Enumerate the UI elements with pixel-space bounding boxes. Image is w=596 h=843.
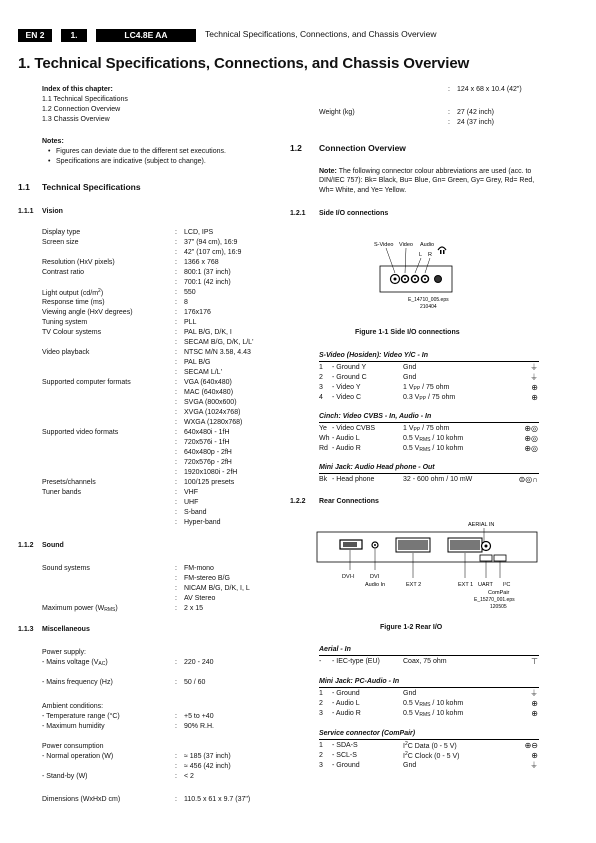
spec-colon: : xyxy=(175,329,177,336)
spec-value: VHF xyxy=(184,489,198,496)
subsection-title: Side I/O connections xyxy=(319,210,389,217)
spec-value: 550 xyxy=(184,289,196,296)
divider xyxy=(319,655,539,656)
page-language-badge: EN 2 xyxy=(18,29,52,42)
spec-value: 640x480p - 2fH xyxy=(184,449,232,456)
spec-colon: : xyxy=(175,679,177,686)
spec-label xyxy=(42,329,101,337)
spec-label-text: Viewing angle (HxV degrees) xyxy=(42,309,133,316)
spec-label-text: Screen size xyxy=(42,239,79,246)
spec-label: - Maximum humidity xyxy=(42,723,105,730)
spec-colon: : xyxy=(175,339,177,346)
pin-name: - SDA-S xyxy=(332,742,358,749)
pin-name: - Head phone xyxy=(332,476,375,483)
note-item: • Figures can deviate due to the different set executions. xyxy=(56,148,226,156)
pin-value-sup: 2 xyxy=(404,741,408,747)
spec-value: 220 - 240 xyxy=(184,659,214,666)
spec-colon: : xyxy=(175,585,177,592)
pin-value-sub: PP xyxy=(413,427,421,433)
pin-number: 1 xyxy=(319,364,323,371)
pin-value-text: / 75 ohm xyxy=(426,394,456,401)
spec-label xyxy=(42,319,87,327)
spec-value: NTSC M/N 3.58, 4.43 xyxy=(184,349,251,356)
subsection-number: 1.1.1 xyxy=(18,208,34,215)
spec-value: UHF xyxy=(184,499,199,506)
spec-value: 50 / 60 xyxy=(184,679,206,686)
spec-colon: : xyxy=(175,479,177,486)
section-number: 1.1 xyxy=(18,182,30,192)
pin-value-sub: RMS xyxy=(419,447,431,453)
pin-value xyxy=(403,384,449,393)
divider xyxy=(319,422,539,423)
spec-value: 700:1 (42 inch) xyxy=(184,279,231,286)
pin-number: 3 xyxy=(319,710,323,717)
pin-name: - Audio R xyxy=(332,445,361,452)
connector-heading: Aerial - In xyxy=(319,646,351,653)
spec-colon: : xyxy=(175,796,177,803)
spec-value: 124 x 68 x 10.4 (42") xyxy=(457,86,522,93)
spec-value: AV Stereo xyxy=(184,595,216,602)
fig-label-i2c: I²C xyxy=(503,582,511,588)
spec-colon: : xyxy=(175,429,177,436)
spec-colon: : xyxy=(175,449,177,456)
spec-label-text: TV Colour systems xyxy=(42,329,102,336)
pin-number: 3 xyxy=(319,762,323,769)
spec-value: NICAM B/G, D/K, I, L xyxy=(184,585,250,592)
spec-label xyxy=(42,309,133,317)
pin-value-text: Gnd xyxy=(403,364,417,371)
pin-number: 2 xyxy=(319,374,323,381)
fig-label-video: Video xyxy=(399,242,413,248)
connector-heading: Mini Jack: PC-Audio - In xyxy=(319,678,400,685)
spec-colon: : xyxy=(175,773,177,780)
pin-value-text: I xyxy=(403,753,405,760)
pin-number: 1 xyxy=(319,690,323,697)
ground-icon: ⏚ xyxy=(530,363,538,372)
spec-value: 720x576p - 2fH xyxy=(184,459,232,466)
connector-heading: S-Video (Hosiden): Video Y/C - In xyxy=(319,352,429,359)
spec-label: - Normal operation (W) xyxy=(42,753,114,760)
fig-label-l: L xyxy=(419,252,423,258)
pin-value-text: / 10 kohm xyxy=(430,435,464,442)
spec-label xyxy=(42,259,115,267)
spec-label xyxy=(42,349,89,357)
spec-label: Weight (kg) xyxy=(319,109,355,116)
pin-name: - IEC-type (EU) xyxy=(332,658,380,665)
spec-label xyxy=(42,479,96,487)
pin-value-sub: RMS xyxy=(419,437,431,443)
spec-colon: : xyxy=(175,753,177,760)
spec-colon: : xyxy=(175,509,177,516)
spec-colon: : xyxy=(175,389,177,396)
spec-value: PLL xyxy=(184,319,197,326)
spec-colon: : xyxy=(175,299,177,306)
pin-name: - Video CVBS xyxy=(332,425,376,432)
spec-colon: : xyxy=(175,419,177,426)
spec-colon: : xyxy=(175,519,177,526)
spec-label: - Mains frequency (Hz) xyxy=(42,679,113,686)
index-heading: Index of this chapter: xyxy=(42,86,113,93)
fig-label-uart: UART xyxy=(478,582,493,588)
spec-label-text: Supported video formats xyxy=(42,429,119,436)
spec-value: SECAM L/L' xyxy=(184,369,222,376)
pin-value-text: / 10 kohm xyxy=(430,700,464,707)
spec-colon: : xyxy=(175,249,177,256)
spec-label-sub: RMS xyxy=(104,607,116,613)
spec-colon: : xyxy=(175,379,177,386)
pin-name: - Audio L xyxy=(332,435,360,442)
spec-label: Power supply: xyxy=(42,649,86,656)
pin-number: Bk xyxy=(319,476,328,483)
ground-icon: ⏚ xyxy=(530,761,538,770)
divider xyxy=(319,361,539,362)
pin-value-text: C Clock (0 - 5 V) xyxy=(407,753,460,760)
spec-colon: : xyxy=(175,409,177,416)
subsection-title: Rear Connections xyxy=(319,498,379,505)
input-icon: ⊕ xyxy=(531,751,538,760)
spec-label-text: Display type xyxy=(42,229,81,236)
spec-label-sup: 2 xyxy=(98,288,101,294)
section-title: Connection Overview xyxy=(319,143,406,153)
fig-label-ext1: EXT 1 xyxy=(458,582,474,588)
spec-colon: : xyxy=(175,459,177,466)
figure-caption: Figure 1-1 Side I/O connections xyxy=(355,329,460,336)
spec-label-text: Maximum power (W xyxy=(42,605,105,612)
spec-colon: : xyxy=(175,489,177,496)
spec-label-text: Response time (ms) xyxy=(42,299,105,306)
spec-label xyxy=(42,565,90,573)
pin-value xyxy=(403,742,457,751)
aerial-icon: ⊤ xyxy=(531,657,538,666)
pin-name: - Ground C xyxy=(332,374,367,381)
spec-label xyxy=(42,299,105,307)
pin-name: - Ground xyxy=(332,762,360,769)
pin-number: Rd xyxy=(319,445,328,452)
section-number: 1.2 xyxy=(290,143,302,153)
pin-value-text: Gnd xyxy=(403,762,417,769)
pin-name: - Audio R xyxy=(332,710,361,717)
spec-colon: : xyxy=(448,86,450,93)
pin-number: Ye xyxy=(319,425,327,432)
headphone-output-icon: ⊜◎∩ xyxy=(518,475,538,484)
subsection-title: Miscellaneous xyxy=(42,626,90,633)
pin-number: Wh xyxy=(319,435,330,442)
divider xyxy=(319,687,539,688)
spec-label-text: Tuner bands xyxy=(42,489,82,496)
spec-value: 24 (37 inch) xyxy=(457,119,494,126)
pin-number: - xyxy=(319,658,322,665)
spec-label: - Mains voltage $(V_{AC})$ xyxy=(42,659,108,667)
pin-value xyxy=(403,476,472,484)
pin-value-text: I xyxy=(403,743,405,750)
spec-value: ≈ 185 (37 inch) xyxy=(184,753,231,760)
subsection-number: 1.2.2 xyxy=(290,498,306,505)
spec-label xyxy=(42,489,81,497)
pin-name: - Video C xyxy=(332,394,362,401)
spec-value: 42" (107 cm), 16:9 xyxy=(184,249,242,256)
spec-label: Dimensions (WxHxD cm) xyxy=(42,796,121,803)
spec-value: ≈ 456 (42 inch) xyxy=(184,763,231,770)
pin-value-text: 0.5 V xyxy=(403,700,420,707)
spec-value: 640x480i - 1fH xyxy=(184,429,230,436)
input-icon: ⊕ xyxy=(531,393,538,402)
spec-colon: : xyxy=(175,763,177,770)
spec-colon: : xyxy=(175,359,177,366)
spec-value: 37" (94 cm), 16:9 xyxy=(184,239,238,246)
pin-value-text: 0.5 V xyxy=(403,445,420,452)
note-item: • Specifications are indicative (subject to change). xyxy=(56,158,206,166)
spec-label xyxy=(42,429,118,437)
pin-name: - Video Y xyxy=(332,384,361,391)
pin-value-text: / 75 ohm xyxy=(420,425,450,432)
spec-value: PAL B/G, D/K, I xyxy=(184,329,232,336)
spec-colon: : xyxy=(175,369,177,376)
pin-value-text: / 75 ohm xyxy=(420,384,450,391)
pin-value-sub: RMS xyxy=(419,702,431,708)
index-item: 1.3 Chassis Overview xyxy=(42,116,110,123)
spec-value: SVGA (800x600) xyxy=(184,399,237,406)
fig-label-r: R xyxy=(428,252,432,258)
pin-value-text: Coax, 75 ohm xyxy=(403,658,447,665)
pin-value-text: C Data (0 - 5 V) xyxy=(407,743,457,750)
pin-value xyxy=(403,394,455,403)
subsection-number: 1.2.1 xyxy=(290,210,306,217)
figure-caption: Figure 1-2 Rear I/O xyxy=(380,624,443,631)
pin-number: 1 xyxy=(319,742,323,749)
spec-colon: : xyxy=(175,319,177,326)
pin-value-text: 0.5 V xyxy=(403,435,420,442)
spec-colon: : xyxy=(175,239,177,246)
spec-label-text: Sound systems xyxy=(42,565,90,572)
pin-value xyxy=(403,752,459,761)
pin-value-sub: PP xyxy=(419,396,427,402)
pin-value xyxy=(403,710,463,719)
fig-label-audio: Audio xyxy=(420,242,435,248)
spec-label-end: ) xyxy=(100,290,104,297)
fig-label-ext2: EXT 2 xyxy=(406,582,422,588)
spec-colon: : xyxy=(175,659,177,666)
spec-colon: : xyxy=(175,595,177,602)
spec-colon: : xyxy=(175,723,177,730)
spec-value: 110.5 x 61 x 9.7 (37") xyxy=(184,796,251,803)
model-badge: LC4.8E AA xyxy=(96,29,196,42)
spec-label-text: Tuning system xyxy=(42,319,88,326)
spec-label: Power consumption xyxy=(42,743,104,750)
spec-value: 90% R.H. xyxy=(184,723,214,730)
spec-value: FM-mono xyxy=(184,565,214,572)
chapter-number-badge: 1. xyxy=(61,29,87,42)
spec-colon: : xyxy=(175,713,177,720)
spec-colon: : xyxy=(175,439,177,446)
spec-label-text: Supported computer formats xyxy=(42,379,131,386)
input-icon: ⊕ xyxy=(531,709,538,718)
spec-value: 27 (42 inch) xyxy=(457,109,494,116)
divider xyxy=(319,739,539,740)
subsection-title: Sound xyxy=(42,542,64,549)
spec-colon: : xyxy=(175,605,177,612)
spec-value: SECAM B/G, D/K, L/L' xyxy=(184,339,254,346)
ground-icon: ⏚ xyxy=(530,689,538,698)
pin-value-text: 0.5 V xyxy=(403,710,420,717)
pin-value xyxy=(403,425,449,434)
spec-value: 176x176 xyxy=(184,309,211,316)
spec-value: < 2 xyxy=(184,773,194,780)
spec-value: +5 to +40 xyxy=(184,713,214,720)
spec-value: XVGA (1024x768) xyxy=(184,409,241,416)
fig-label-svideo: S-Video xyxy=(374,242,394,248)
spec-label: Ambient conditions: xyxy=(42,703,104,710)
subsection-number: 1.1.2 xyxy=(18,542,34,549)
spec-colon: : xyxy=(175,575,177,582)
spec-colon: : xyxy=(175,499,177,506)
spec-colon: : xyxy=(175,309,177,316)
spec-value: 100/125 presets xyxy=(184,479,235,486)
spec-label xyxy=(42,269,84,277)
pin-value xyxy=(403,762,416,770)
spec-value: 1366 x 768 xyxy=(184,259,219,266)
pin-number: 2 xyxy=(319,752,323,759)
spec-label: - Temperature range (°C) xyxy=(42,713,120,720)
fig2-code: E_15270_001.eps xyxy=(474,597,515,603)
spec-label-end: ) xyxy=(115,605,118,612)
ground-icon: ⏚ xyxy=(530,373,538,382)
pin-value-text: / 10 kohm xyxy=(430,710,464,717)
spec-value: S-band xyxy=(184,509,207,516)
fig-label-compair: ComPair xyxy=(488,590,510,596)
spec-label xyxy=(42,239,79,247)
spec-value: WXGA (1280x768) xyxy=(184,419,243,426)
connector-heading: Mini Jack: Audio Head phone - Out xyxy=(319,464,435,471)
spec-value: 8 xyxy=(184,299,188,306)
subsection-title: Vision xyxy=(42,208,63,215)
pin-value-text: 0.3 V xyxy=(403,394,420,401)
spec-label-text: Light output (cd/m xyxy=(42,290,99,297)
spec-colon: : xyxy=(448,119,450,126)
bidirectional-icon: ⊕⊖ xyxy=(524,741,538,750)
notes-heading: Notes: xyxy=(42,138,64,145)
pin-value-text: / 10 kohm xyxy=(430,445,464,452)
spec-colon: : xyxy=(175,565,177,572)
spec-colon: : xyxy=(175,289,177,296)
pin-name: - Ground xyxy=(332,690,360,697)
spec-colon: : xyxy=(175,399,177,406)
spec-value: PAL B/G xyxy=(184,359,211,366)
pin-value-text: Gnd xyxy=(403,374,417,381)
spec-colon: : xyxy=(175,229,177,236)
spec-label xyxy=(42,289,103,298)
pin-value xyxy=(403,690,416,698)
pin-number: 4 xyxy=(319,394,323,401)
pin-value-sup: 2 xyxy=(404,751,408,757)
spec-label-text: Contrast ratio xyxy=(42,269,85,276)
spec-colon: : xyxy=(448,109,450,116)
input-icon: ⊕ xyxy=(531,699,538,708)
spec-value: LCD, IPS xyxy=(184,229,214,236)
spec-label xyxy=(42,229,80,237)
headphone-icon xyxy=(438,247,446,250)
spec-label xyxy=(42,379,131,387)
pin-value xyxy=(403,445,463,454)
input-icon: ⊕ xyxy=(531,383,538,392)
spec-colon: : xyxy=(175,269,177,276)
pin-value xyxy=(403,700,463,709)
spec-colon: : xyxy=(175,349,177,356)
page-title: 1. Technical Specifications, Connections, and Chassis Overview xyxy=(18,55,470,72)
connector-heading: Cinch: Video CVBS - In, Audio - In xyxy=(319,413,432,420)
pin-value-text: 1 V xyxy=(403,384,414,391)
pin-name: - Audio L xyxy=(332,700,360,707)
spec-value: 800:1 (37 inch) xyxy=(184,269,231,276)
fig-label-audio-in: Audio In xyxy=(365,582,386,588)
fig1-code: E_14710_005.eps xyxy=(408,297,449,303)
rear-io-figure xyxy=(312,518,542,614)
subsection-number: 1.1.3 xyxy=(18,626,34,633)
spec-value: 2 x 15 xyxy=(184,605,204,612)
connector-heading: Service connector (ComPair) xyxy=(319,730,416,737)
pin-number: 3 xyxy=(319,384,323,391)
index-item: 1.1 Technical Specifications xyxy=(42,96,128,103)
pin-number: 2 xyxy=(319,700,323,707)
pin-value xyxy=(403,435,463,444)
section-title: Technical Specifications xyxy=(42,182,141,192)
spec-label-text: Presets/channels xyxy=(42,479,96,486)
pin-value xyxy=(403,364,416,372)
fig2-date: 120505 xyxy=(490,604,507,610)
pin-name: - SCL-S xyxy=(332,752,357,759)
header-title: Technical Specifications, Connections, and Chassis Overview xyxy=(205,29,437,39)
spec-value: MAC (640x480) xyxy=(184,389,234,396)
connector-note: Note: The following connector colour abbreviations are used (acc. to DIN/IEC 757): Bk= Black, Bu= Blue, Gn= Green, Gy= Grey, Rd= Red, Wh= White, and Ye= Yellow. xyxy=(319,168,535,194)
cinch-input-icon: ⊕◎ xyxy=(524,444,538,453)
fig1-date: 210404 xyxy=(420,304,437,310)
spec-colon: : xyxy=(175,259,177,266)
pin-value-sub: PP xyxy=(413,386,421,392)
index-item: 1.2 Connection Overview xyxy=(42,106,121,113)
pin-name: - Ground Y xyxy=(332,364,367,371)
divider xyxy=(319,473,539,474)
pin-value-sub: RMS xyxy=(419,712,431,718)
fig-label-dvi-i: DVI-I xyxy=(342,574,355,580)
cinch-input-icon: ⊕◎ xyxy=(524,434,538,443)
spec-value: FM-stereo B/G xyxy=(184,575,230,582)
spec-label xyxy=(42,605,118,614)
fig-label-aerial: AERIAL IN xyxy=(468,522,495,528)
pin-value-text: 32 - 600 ohm / 10 mW xyxy=(403,476,473,483)
spec-colon: : xyxy=(175,469,177,476)
pin-value xyxy=(403,658,447,666)
fig-label-dvi: DVI xyxy=(370,574,380,580)
spec-label: - Stand-by (W) xyxy=(42,773,88,780)
spec-value: Hyper-band xyxy=(184,519,221,526)
spec-label-text: Resolution (HxV pixels) xyxy=(42,259,115,266)
spec-label-text: Video playback xyxy=(42,349,90,356)
spec-value: 1920x1080i - 2fH xyxy=(184,469,238,476)
spec-value: 720x576i - 1fH xyxy=(184,439,230,446)
pin-value-text: Gnd xyxy=(403,690,417,697)
side-io-figure xyxy=(368,236,468,316)
spec-value: VGA (640x480) xyxy=(184,379,232,386)
pin-value xyxy=(403,374,416,382)
pin-value-text: 1 V xyxy=(403,425,414,432)
cinch-input-icon: ⊕◎ xyxy=(524,424,538,433)
spec-colon: : xyxy=(175,279,177,286)
